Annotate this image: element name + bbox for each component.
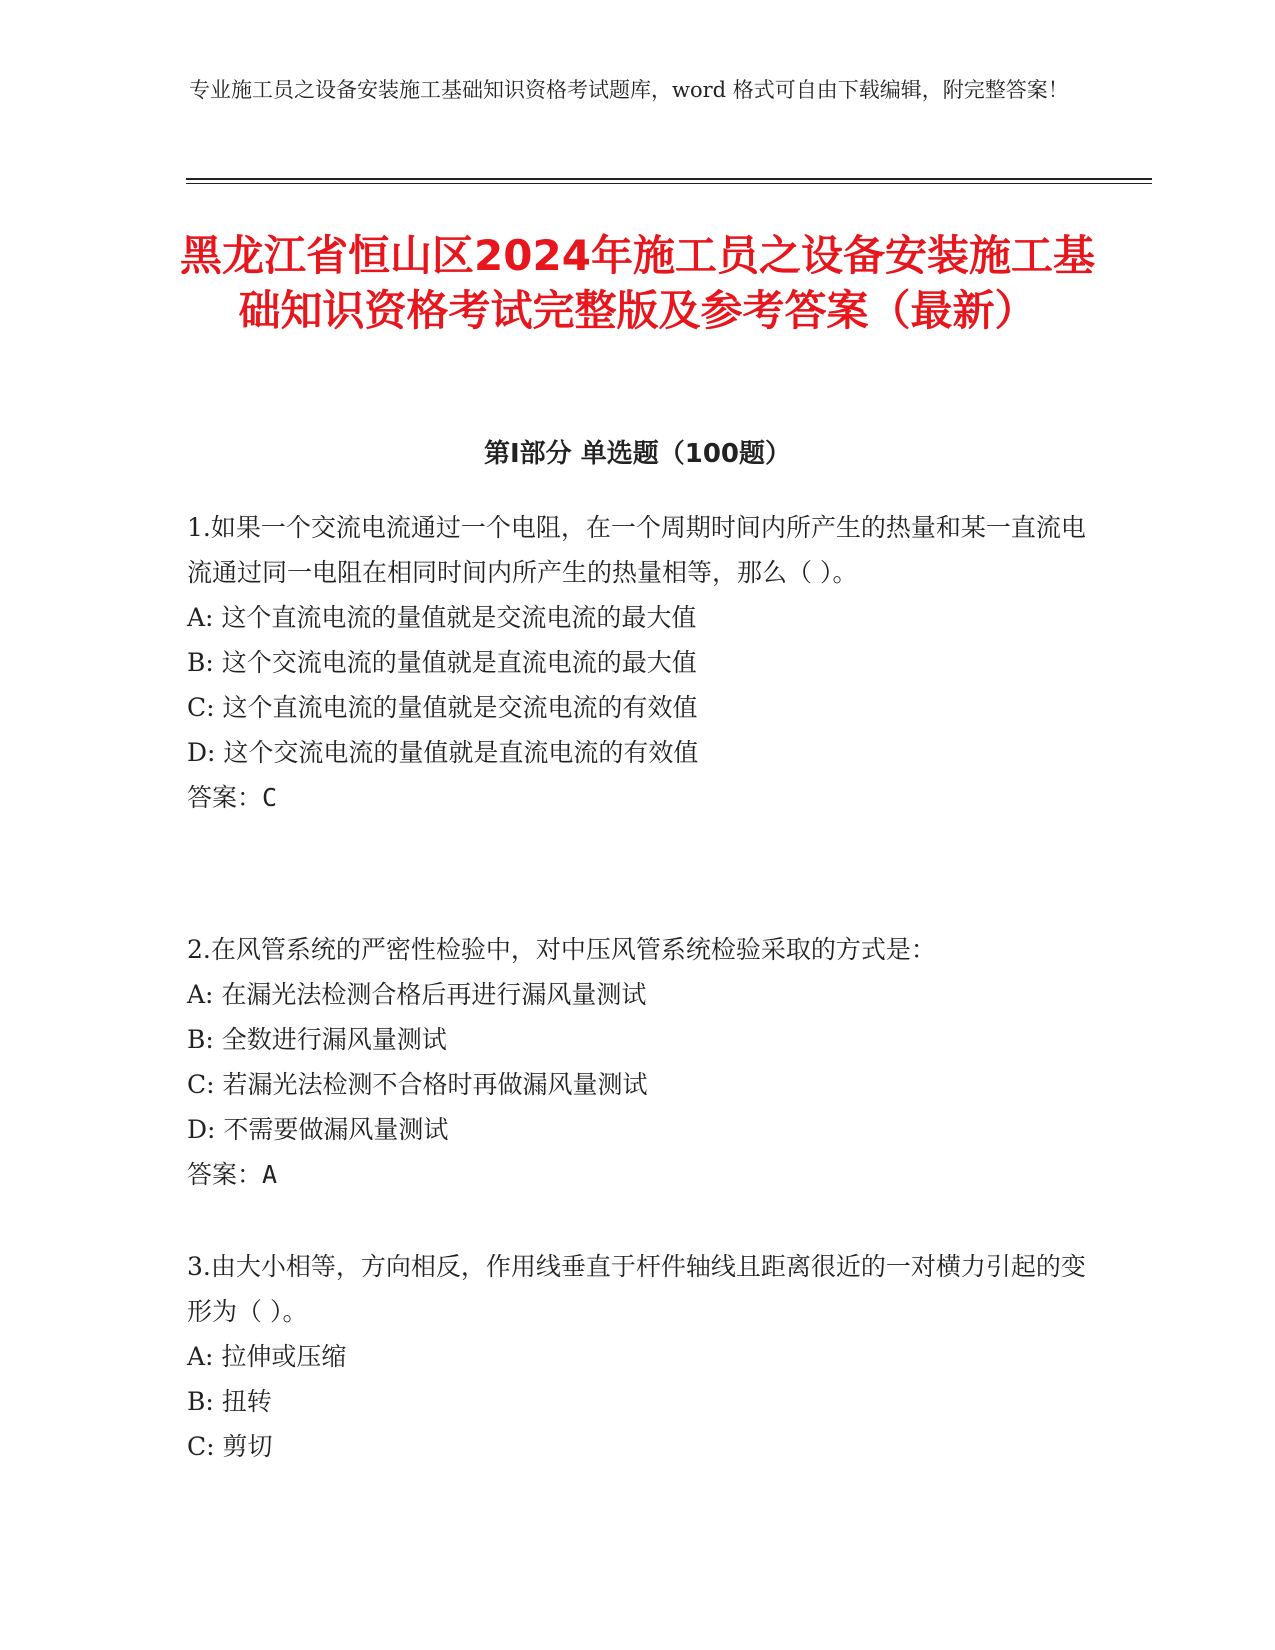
option-d: D: 不需要做漏风量测试 bbox=[187, 1115, 449, 1144]
option-c: C: 若漏光法检测不合格时再做漏风量测试 bbox=[187, 1070, 648, 1099]
option-b: B: 全数进行漏风量测试 bbox=[187, 1025, 447, 1054]
question-stem: 1.如果一个交流电流通过一个电阻，在一个周期时间内所产生的热量和某一直流电流通过同一电阻在相同时间内所产生的热量相等，那么（ ）。 bbox=[187, 513, 1086, 587]
answer-line bbox=[187, 1152, 1087, 1197]
answer-value: C bbox=[262, 783, 278, 812]
document-title: 黑龙江省恒山区2024年施工员之设备安装施工基础知识资格考试完整版及参考答案（最新） bbox=[180, 231, 1095, 335]
question-stem: 3.由大小相等，方向相反，作用线垂直于杆件轴线且距离很近的一对横力引起的变形为（ ）。 bbox=[187, 1252, 1086, 1326]
option-d: D: 这个交流电流的量值就是直流电流的有效值 bbox=[187, 738, 699, 767]
answer-label: 答案： bbox=[187, 1160, 263, 1189]
option-c: C: 剪切 bbox=[187, 1432, 273, 1461]
question-2 bbox=[187, 927, 1087, 1197]
option-a: A: 拉伸或压缩 bbox=[187, 1342, 347, 1371]
question-stem: 2.在风管系统的严密性检验中，对中压风管系统检验采取的方式是： bbox=[187, 935, 936, 964]
question-3 bbox=[187, 1244, 1087, 1469]
section-title: 第Ⅰ部分 单选题（100题） bbox=[484, 439, 791, 469]
option-a: A: 这个直流电流的量值就是交流电流的最大值 bbox=[187, 603, 697, 632]
question-1 bbox=[187, 505, 1087, 820]
header-divider-thick bbox=[186, 178, 1152, 180]
option-b: B: 扭转 bbox=[187, 1387, 272, 1416]
option-a: A: 在漏光法检测合格后再进行漏风量测试 bbox=[187, 980, 647, 1009]
answer-label: 答案： bbox=[187, 783, 263, 812]
answer-value: A bbox=[262, 1160, 278, 1189]
header-divider-thin bbox=[186, 183, 1152, 184]
header-note: 专业施工员之设备安装施工基础知识资格考试题库，word 格式可自由下载编辑，附完整答案！ bbox=[189, 78, 1069, 102]
option-b: B: 这个交流电流的量值就是直流电流的最大值 bbox=[187, 648, 697, 677]
answer-line bbox=[187, 775, 1087, 820]
option-c: C: 这个直流电流的量值就是交流电流的有效值 bbox=[187, 693, 698, 722]
